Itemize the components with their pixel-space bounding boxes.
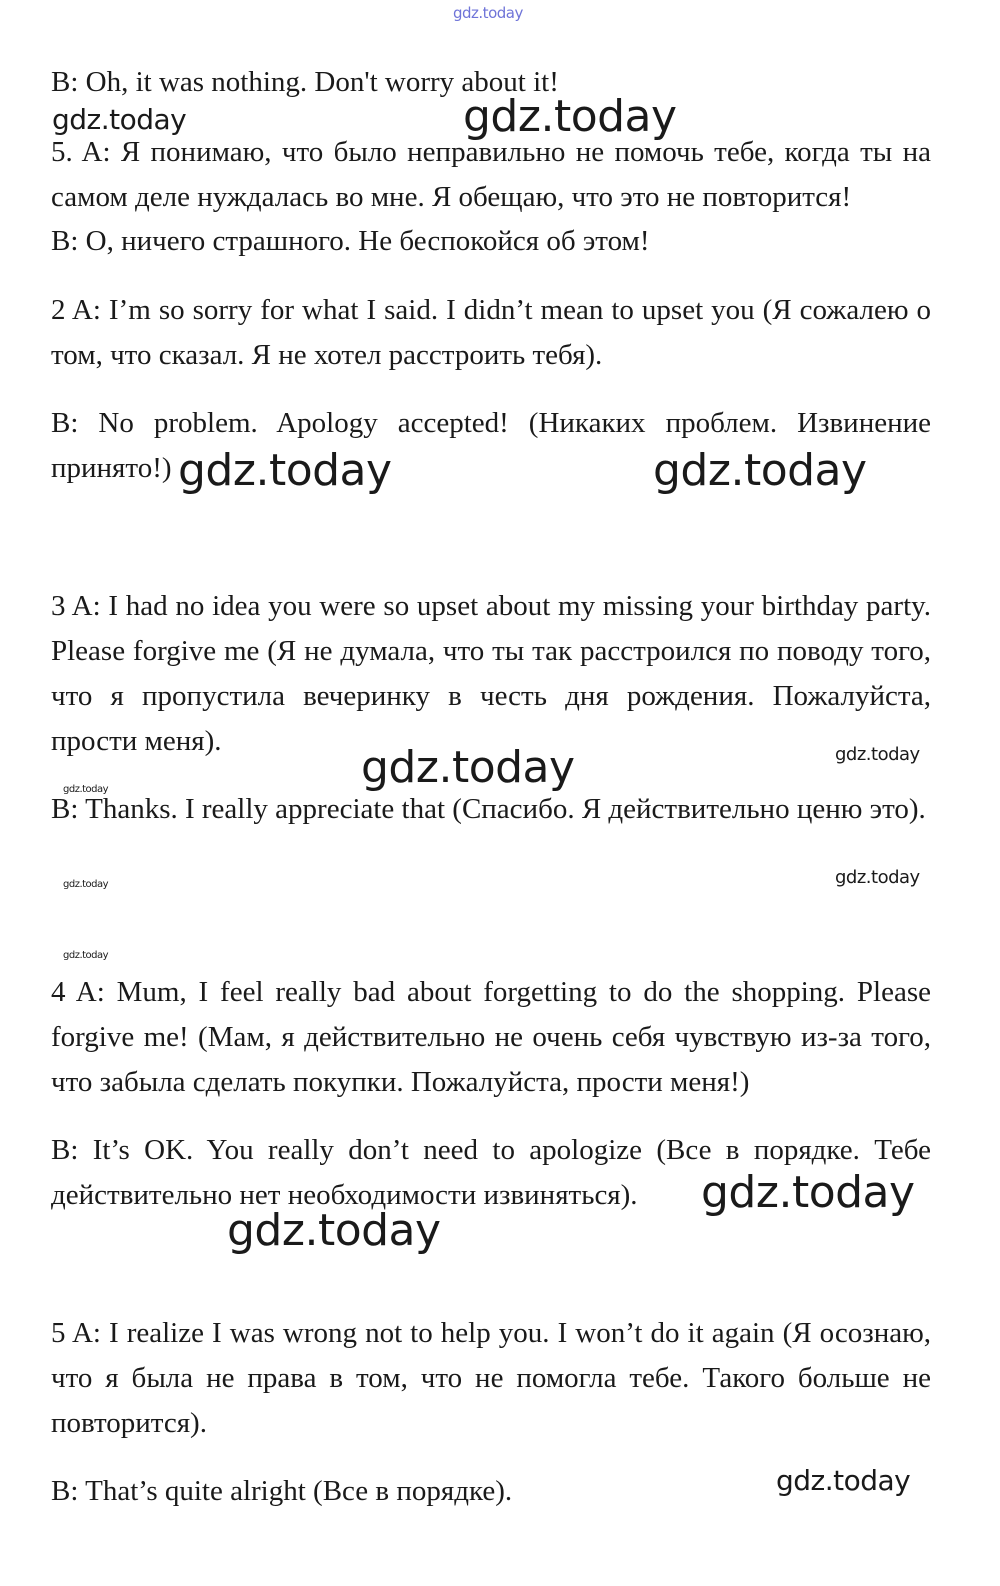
watermark-text: gdz.today [63, 784, 109, 795]
watermark-text: gdz.today [653, 445, 867, 496]
watermark-text: gdz.today [835, 867, 920, 888]
header-watermark: gdz.today [453, 4, 523, 22]
watermark-text: gdz.today [835, 744, 920, 765]
watermark-text: gdz.today [701, 1167, 915, 1218]
watermark-text: gdz.today [63, 950, 109, 961]
dialogue-line-p1: B: Oh, it was nothing. Don't worry about it! [51, 66, 559, 98]
dialogue-line-p2: 5. A: Я понимаю, что было неправильно не помочь тебе, когда ты на самом деле нуждалась во мне. Я обещаю, что это не повторится! [51, 136, 931, 213]
dialogue-line-p3: B: О, ничего страшного. Не беспокойся об этом! [51, 225, 650, 257]
watermark-text: gdz.today [63, 879, 109, 890]
watermark-text: gdz.today [776, 1464, 911, 1497]
dialogue-line-p6: 3 A: I had no idea you were so upset about my missing your birthday party. Please forgive me (Я не думала, что ты так расстроился по поводу того, что я пропустила вечеринку в честь дня рождения. Пожалуйста, прости меня). [51, 590, 931, 757]
dialogue-line-p11: B: That’s quite alright (Все в порядке). [51, 1475, 513, 1507]
dialogue-line-p5: B: No problem. Apology accepted! (Никаких проблем. Извинение принято!) [51, 407, 931, 484]
watermark-text: gdz.today [178, 445, 392, 496]
dialogue-line-p9: B: It’s OK. You really don’t need to apologize (Все в порядке. Тебе действительно нет необходимости извиняться). [51, 1134, 931, 1211]
dialogue-line-p7: B: Thanks. I really appreciate that (Спасибо. Я действительно ценю это). [51, 793, 926, 825]
watermark-text: gdz.today [227, 1205, 441, 1256]
dialogue-line-p4: 2 A: I’m so sorry for what I said. I didn’t mean to upset you (Я сожалею о том, что сказал. Я не хотел расстроить тебя). [51, 294, 931, 371]
watermark-text: gdz.today [463, 91, 677, 142]
watermark-text: gdz.today [361, 742, 575, 793]
dialogue-line-p10: 5 A: I realize I was wrong not to help you. I won’t do it again (Я осознаю, что я была не права в том, что не помогла тебе. Такого больше не повторится). [51, 1317, 931, 1439]
watermark-text: gdz.today [52, 103, 187, 136]
dialogue-line-p8: 4 A: Mum, I feel really bad about forgetting to do the shopping. Please forgive me! (Мам, я действительно не очень себя чувствую из-за того, что забыла сделать покупки. Пожалуйста, прости меня!) [51, 976, 931, 1098]
